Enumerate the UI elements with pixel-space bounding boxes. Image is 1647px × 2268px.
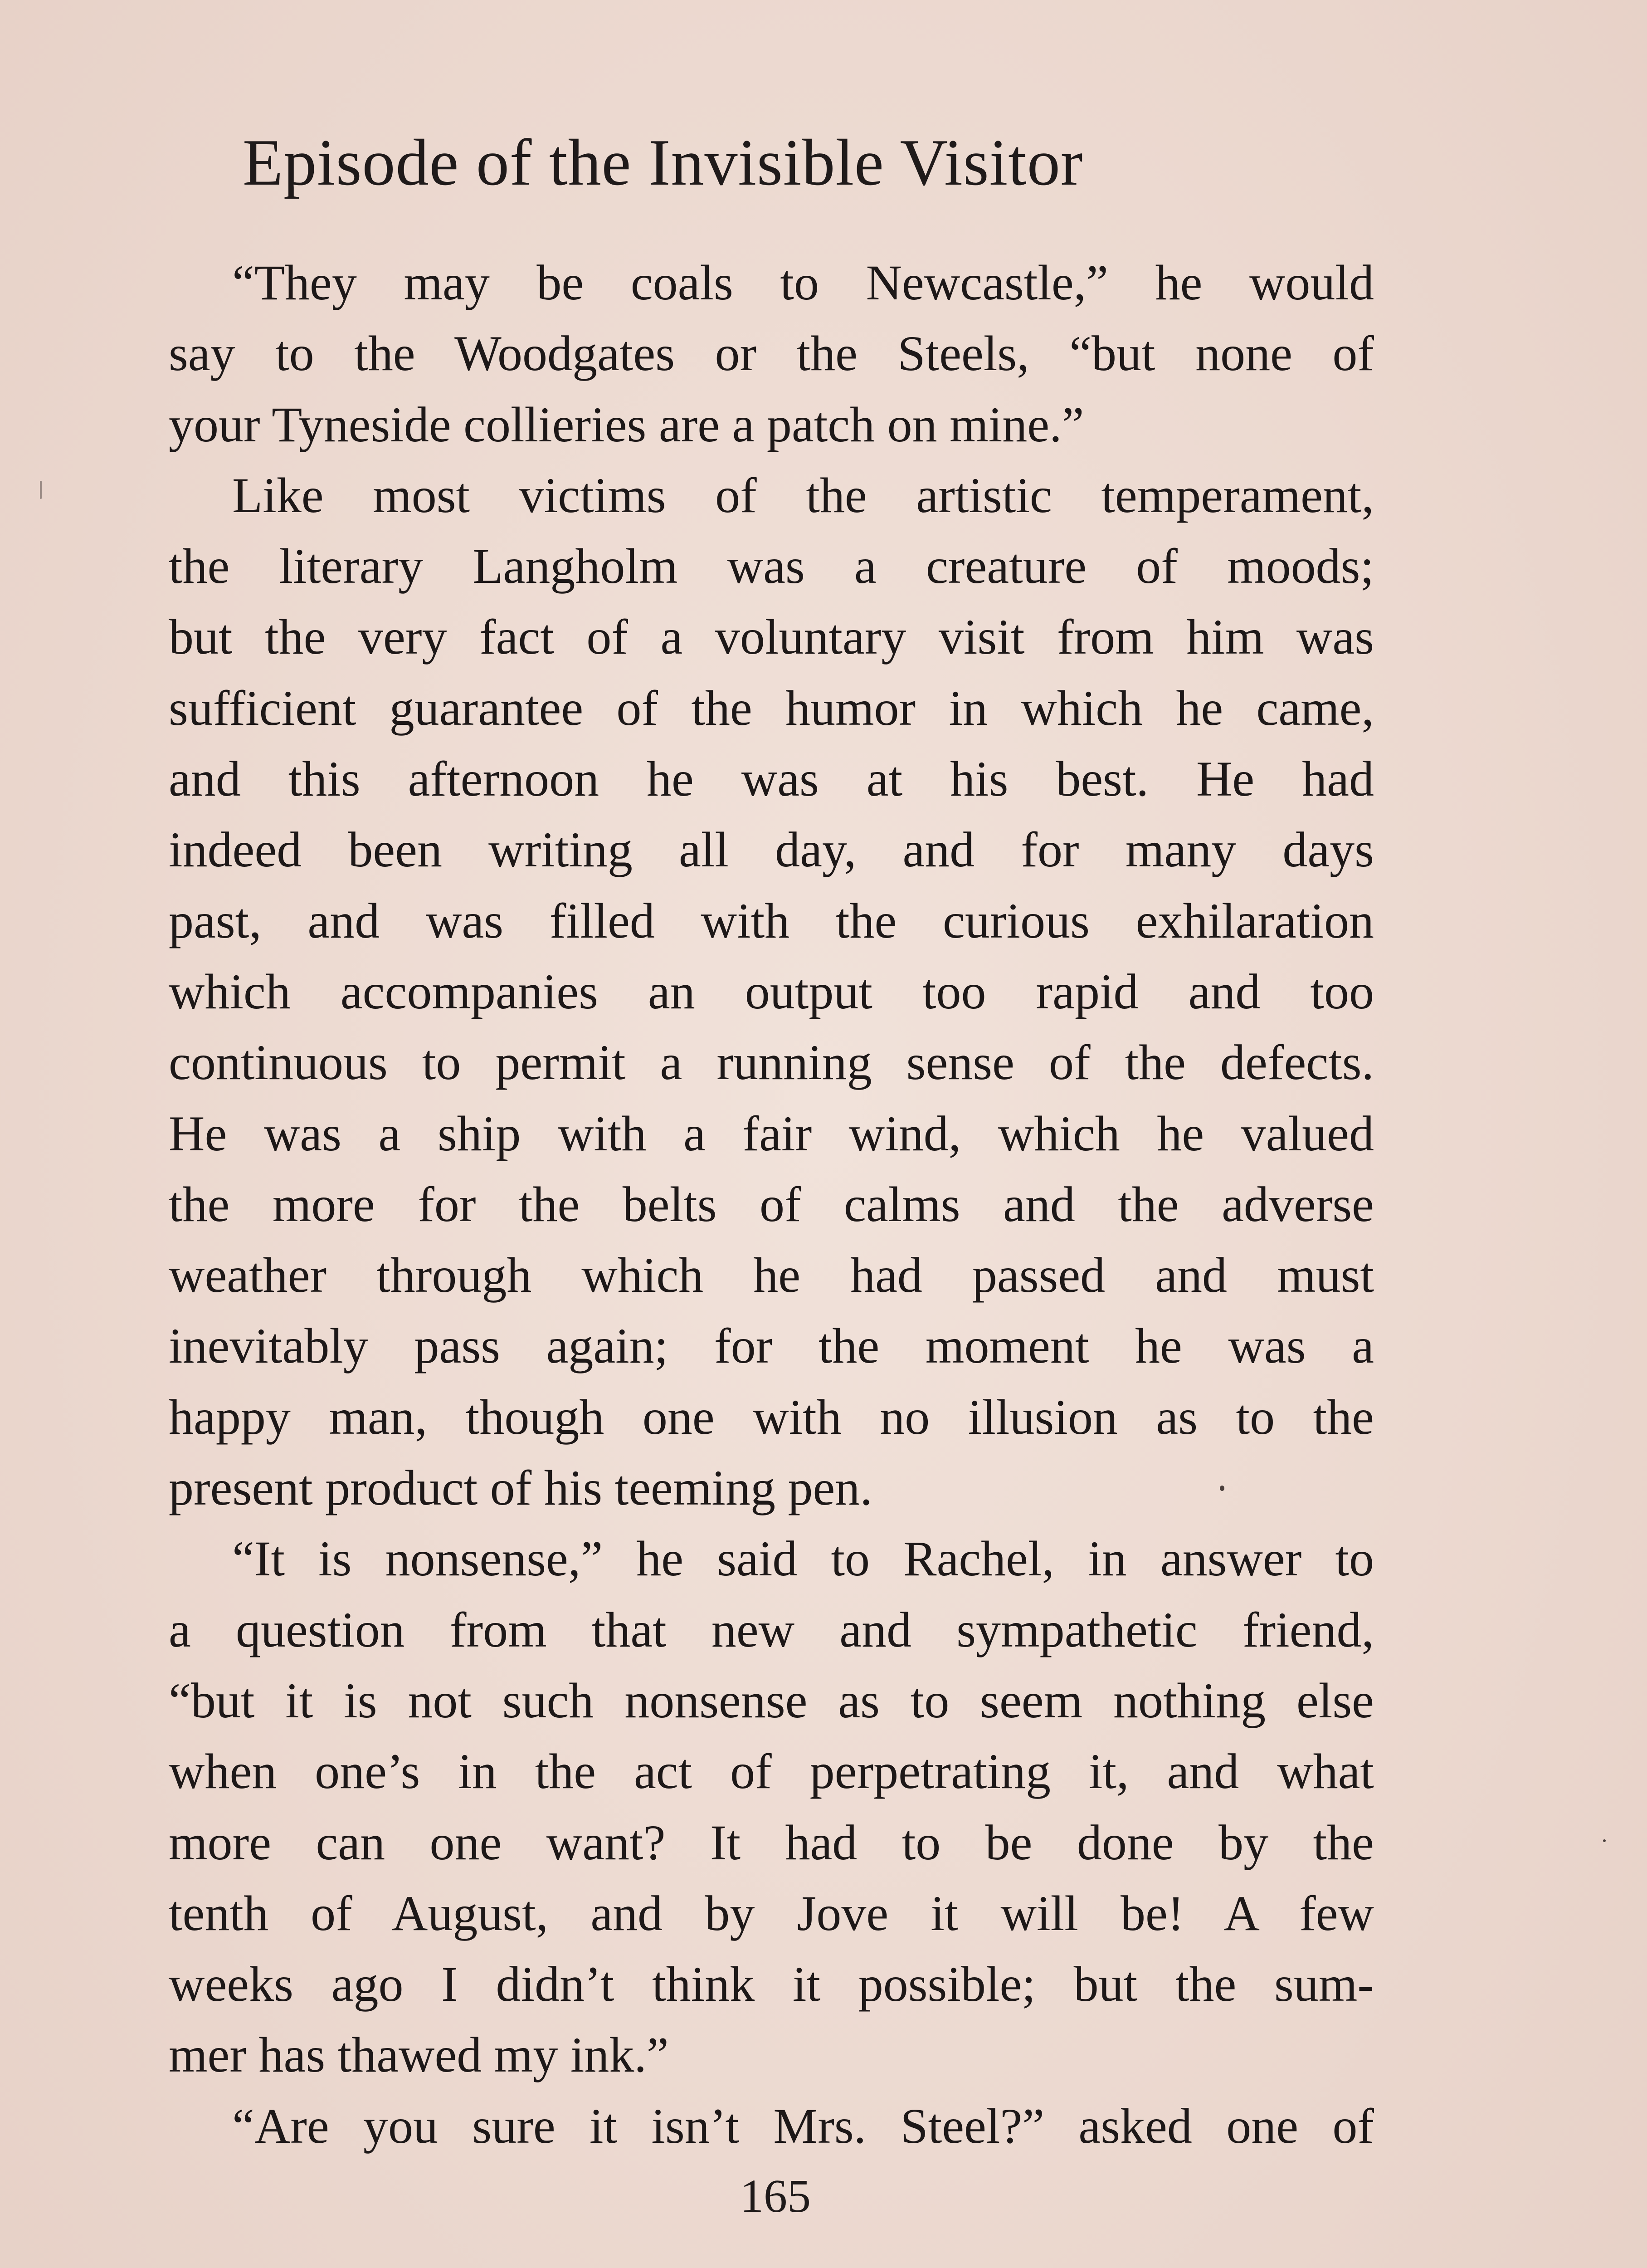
text-line: more can one want? It had to be done by the	[169, 1814, 1374, 1870]
text-line: a question from that new and sympathetic friend,	[169, 1602, 1374, 1657]
text-line: sufficient guarantee of the humor in which he came,	[169, 680, 1374, 736]
text-line: “They may be coals to Newcastle,” he would	[232, 255, 1374, 310]
text-line: inevitably pass again; for the moment he was a	[169, 1318, 1374, 1374]
text-line: happy man, though one with no illusion as to the	[169, 1389, 1374, 1445]
text-line: your Tyneside collieries are a patch on mine.”	[169, 396, 1084, 452]
text-line: the more for the belts of calms and the adverse	[169, 1176, 1374, 1232]
text-line: present product of his teeming pen.	[169, 1460, 872, 1516]
text-line: the literary Langholm was a creature of moods;	[169, 538, 1374, 594]
paper-speck	[1603, 1839, 1606, 1842]
text-line: past, and was filled with the curious exhilaration	[169, 893, 1374, 948]
text-line: “but it is not such nonsense as to seem nothing else	[169, 1672, 1374, 1728]
text-line: “Are you sure it isn’t Mrs. Steel?” asked one of	[232, 2098, 1374, 2154]
text-line: He was a ship with a fair wind, which he valued	[169, 1105, 1374, 1161]
text-line: weeks ago I didn’t think it possible; but the sum-	[169, 1956, 1374, 2012]
text-line: tenth of August, and by Jove it will be! A few	[169, 1885, 1374, 1941]
text-line: mer has thawed my ink.”	[169, 2027, 669, 2083]
text-line: say to the Woodgates or the Steels, “but none of	[169, 326, 1374, 381]
paper-speck	[40, 481, 42, 499]
text-line: Like most victims of the artistic temperament,	[232, 467, 1374, 523]
running-title: Episode of the Invisible Visitor	[243, 126, 1083, 199]
text-line: “It is nonsense,” he said to Rachel, in answer to	[232, 1531, 1374, 1587]
page-number: 165	[740, 2170, 811, 2222]
text-line: which accompanies an output too rapid and too	[169, 963, 1374, 1019]
text-line: indeed been writing all day, and for many days	[169, 822, 1374, 878]
text-line: continuous to permit a running sense of the defects.	[169, 1035, 1374, 1090]
paper-speck	[1220, 1486, 1224, 1491]
text-line: and this afternoon he was at his best. He had	[169, 751, 1374, 807]
text-line: when one’s in the act of perpetrating it, and what	[169, 1744, 1374, 1799]
text-line: but the very fact of a voluntary visit from him was	[169, 609, 1374, 665]
text-line: weather through which he had passed and must	[169, 1247, 1374, 1303]
body-text	[169, 247, 1374, 2161]
